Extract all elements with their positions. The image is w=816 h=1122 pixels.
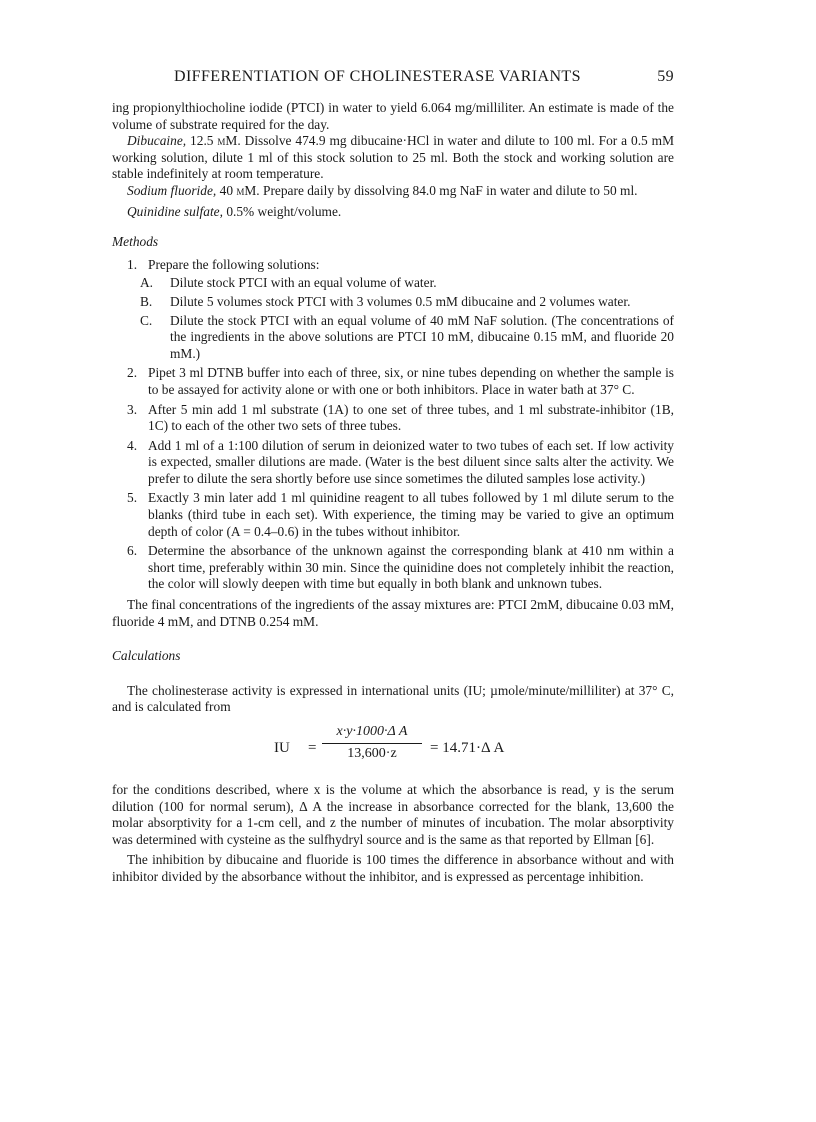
reagent-dibucaine-text: Dissolve 474.9 mg dibucaine·HCl in water and dilute to 100 ml. For a 0.5 mM working solution, dilute 1 ml of this stock solution to 25 ml. Both the stock and working solution are stable indefinitely at room temperature. [112, 133, 674, 182]
step-number: B. [140, 293, 153, 309]
reagent-dibucaine-unit: mM. [217, 133, 241, 149]
calculations-explanation: for the conditions described, where x is the volume at which the absorbance is read, y is the serum dilution (100 for normal serum), Δ A the increase in absorbance corrected for the blank, 13,600 the molar absorptivity for a 1-cm cell, and z the number of minutes of incubation. The molar absorptivity was determined with cysteine as the sulfhydryl source and is the same as that reported by Ellman [6]. [112, 782, 674, 847]
step-number: 2. [127, 365, 138, 381]
body-text [112, 100, 674, 886]
step-number: 6. [127, 543, 138, 559]
reagent-fluoride-unit: mM. [236, 182, 260, 198]
reagent-fluoride-label: Sodium fluoride, [127, 182, 217, 198]
formula-fraction [322, 724, 422, 762]
methods-heading: Methods [112, 234, 159, 250]
calculations-intro: The cholinesterase activity is expressed in international units (IU; µmole/minute/milliliter) at 37° C, and is calculated from [112, 682, 674, 715]
inhibition-paragraph: The inhibition by dibucaine and fluoride is 100 times the difference in absorbance without and with inhibitor divided by the absorbance without the inhibitor, and is expressed as percentage inhibition. [112, 852, 674, 884]
formula-lhs: IU [274, 740, 290, 756]
step-text: Dilute 5 volumes stock PTCI with 3 volumes 0.5 mM dibucaine and 2 volumes water. [170, 293, 631, 309]
reagent-fluoride [112, 183, 674, 200]
method-step-3 [112, 402, 674, 435]
step-text: After 5 min add 1 ml substrate (1A) to one set of three tubes, and 1 ml substrate-inhibitor (1B, 1C) to each of the other two sets of three tubes. [148, 401, 674, 434]
method-step-1a [112, 275, 674, 292]
page-number: 59 [657, 68, 674, 85]
step-number: A. [140, 275, 154, 291]
method-step-1 [112, 257, 674, 274]
formula-equals: = [308, 740, 317, 756]
step-text: Pipet 3 ml DTNB buffer into each of three, six, or nine tubes depending on whether the sample is to be assayed for activity alone or with one or both inhibitors. Place in water bath at 37° C. [148, 365, 674, 397]
reagent-continuation: ing propionylthiocholine iodide (PTCI) in water to yield 6.064 mg/milliliter. An estimate is made of the volume of substrate required for the day. [112, 100, 674, 132]
reagent-fluoride-text: Prepare daily by dissolving 84.0 mg NaF in water and dilute to 50 ml. [263, 182, 638, 198]
step-number: 3. [127, 401, 138, 417]
step-text: Determine the absorbance of the unknown against the corresponding blank at 410 nm within a short time, preferably within 30 min. Since the quinidine does not completely inhibit the reaction, the color will slowly deepen with time but equally in both blank and unknown tubes. [148, 543, 674, 592]
method-step-2 [112, 365, 674, 398]
step-number: 4. [127, 437, 138, 453]
method-step-6 [112, 543, 674, 593]
reagent-quinidine-text: 0.5% weight/volume. [222, 203, 342, 219]
calculations-heading: Calculations [112, 648, 181, 664]
step-text: Dilute the stock PTCI with an equal volume of 40 mM NaF solution. (The concentrations of the ingredients in the above solutions are PTCI 10 mM, dibucaine 0.15 mM, and fluoride 20 mM.) [170, 312, 674, 361]
method-step-1c [112, 313, 674, 363]
method-step-5 [112, 490, 674, 540]
step-number: 1. [127, 256, 138, 272]
final-concentrations: The final concentrations of the ingredients of the assay mixtures are: PTCI 2mM, dibucaine 0.03 mM, fluoride 4 mM, and DTNB 0.254 mM. [112, 597, 674, 629]
method-step-4 [112, 438, 674, 488]
reagent-quinidine-label: Quinidine sulfate, [127, 203, 223, 219]
step-text: Exactly 3 min later add 1 ml quinidine reagent to all tubes followed by 1 ml dilute serum to the blanks (third tube in each set). With experience, the timing may be varied to give an optimum depth of color (A = 0.4–0.6) in the tubes without inhibitor. [148, 490, 674, 539]
methods-steps [112, 257, 674, 593]
iu-formula [112, 722, 674, 776]
formula-rhs: = 14.71·Δ A [430, 740, 505, 756]
reagent-dibucaine [112, 133, 674, 183]
step-text: Dilute stock PTCI with an equal volume of water. [170, 275, 437, 291]
reagent-quinidine [112, 204, 674, 221]
running-title: DIFFERENTIATION OF CHOLINESTERASE VARIANTS [174, 68, 581, 85]
step-number: C. [140, 312, 153, 328]
reagent-dibucaine-conc: 12.5 [186, 133, 218, 149]
reagent-fluoride-conc: 40 [216, 182, 237, 198]
step-number: 5. [127, 490, 138, 506]
formula-denominator: 13,600·z [347, 745, 397, 761]
formula-numerator: x·y·1000·Δ A [322, 724, 422, 744]
reagent-dibucaine-label: Dibucaine, [127, 133, 187, 149]
step-text: Prepare the following solutions: [148, 256, 320, 272]
method-step-1b [112, 294, 674, 311]
step-text: Add 1 ml of a 1:100 dilution of serum in deionized water to two tubes of each set. If low activity is expected, smaller dilutions are made. (Water is the best diluent since salts alter the activity. We prefer to dilute the sera shortly before use since sometimes the diluted samples lose activity.) [148, 437, 674, 486]
running-header [112, 68, 674, 92]
